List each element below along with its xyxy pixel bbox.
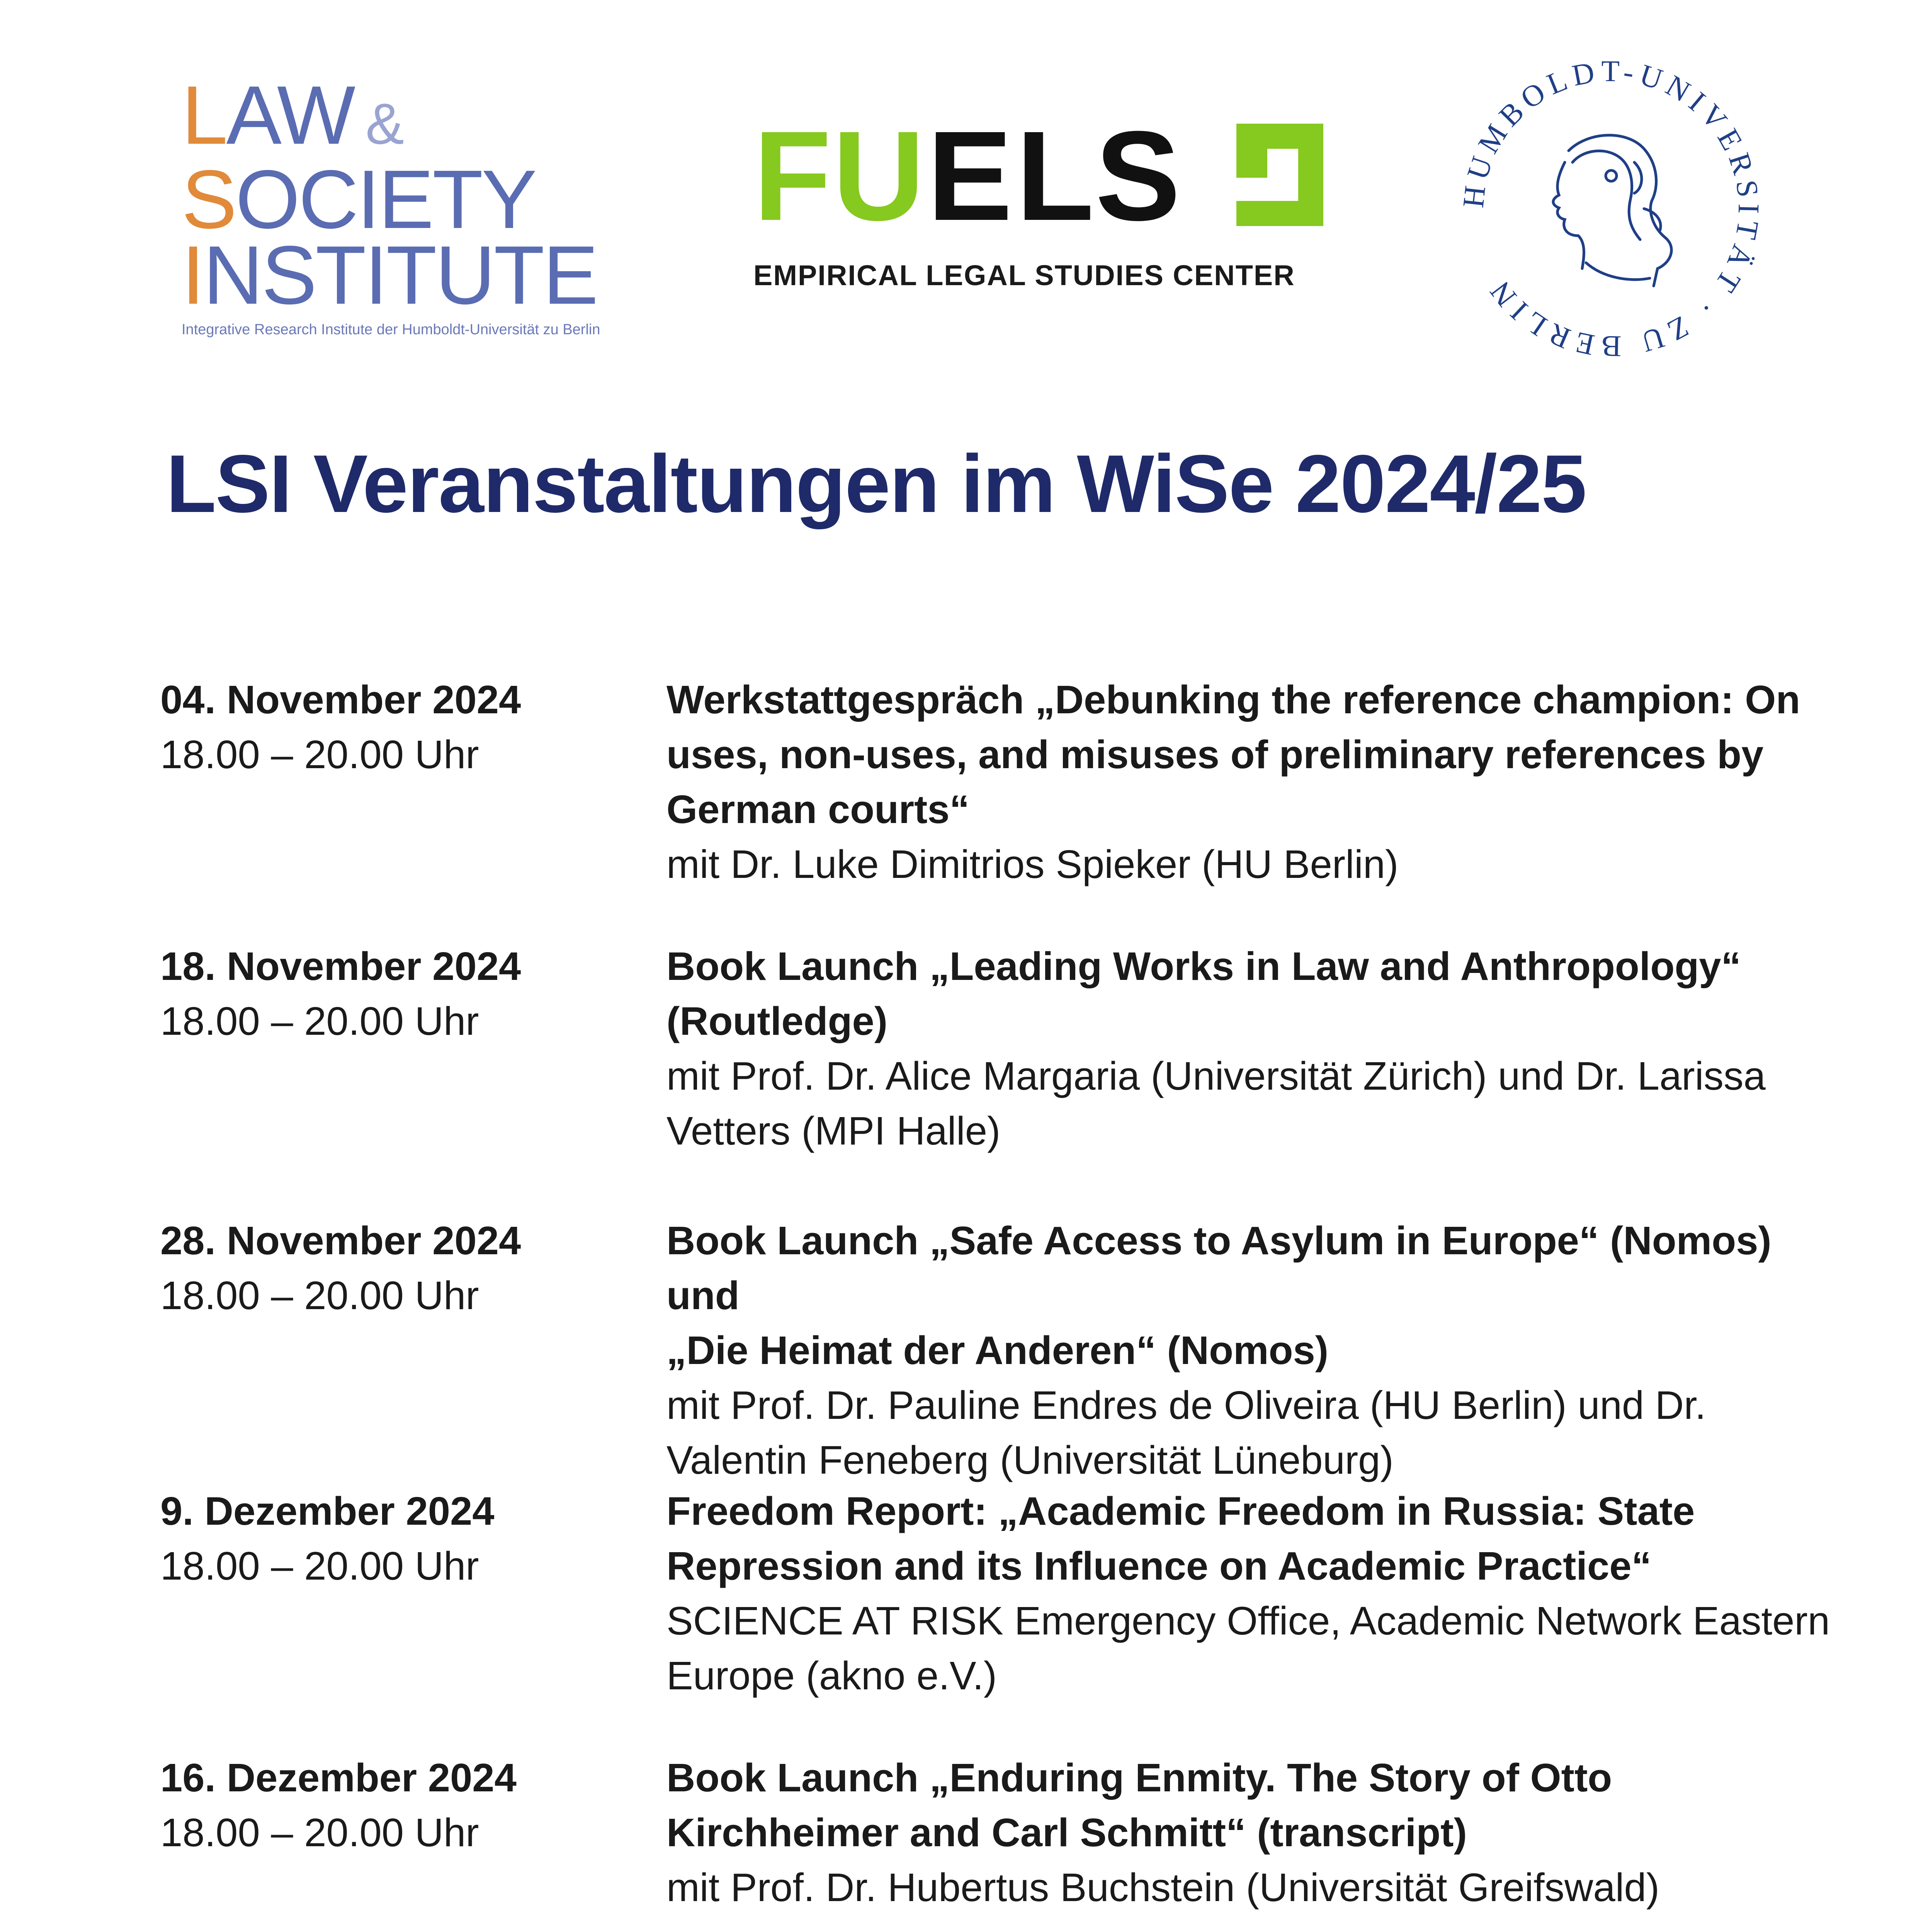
event-item — [160, 1213, 1845, 1484]
event-date: 16. Dezember 2024 — [160, 1755, 517, 1800]
event-description-line: mit Prof. Dr. Hubertus Buchstein (Universität Greifswald) — [666, 1865, 1660, 1910]
event-description-line: Europe (akno e.V.) — [666, 1653, 997, 1698]
event-time: 18.00 – 20.00 Uhr — [160, 999, 479, 1043]
event-title-line: „Die Heimat der Anderen“ (Nomos) — [666, 1328, 1329, 1372]
event-title-line: Werkstattgespräch „Debunking the reference champion: On — [666, 677, 1800, 722]
lsi-logo-line-institute: INSTITUTE — [182, 228, 597, 321]
event-title-line: (Routledge) — [666, 999, 888, 1043]
event-item — [160, 939, 1845, 1213]
event-description-line: Vetters (MPI Halle) — [666, 1109, 1001, 1153]
event-date: 04. November 2024 — [160, 677, 521, 722]
page-title: LSI Veranstaltungen im WiSe 2024/25 — [166, 438, 1586, 529]
fuels-wordmark — [753, 104, 1341, 247]
fuels-letter-u: U — [833, 104, 925, 247]
event-item — [160, 1750, 1845, 1932]
event-date: 9. Dezember 2024 — [160, 1489, 495, 1533]
event-title-line: Book Launch „Enduring Enmity. The Story of Otto — [666, 1755, 1612, 1800]
event-details — [666, 939, 1845, 1158]
svg-text:HUMBOLDT-UNIVERSITÄT · ZU BERL — [1456, 54, 1766, 364]
event-details — [666, 672, 1845, 892]
event-datetime — [160, 939, 643, 1049]
lsi-logo-subtitle: Integrative Research Institute der Humboldt-Universität zu Berlin — [182, 321, 600, 338]
event-date: 28. November 2024 — [160, 1218, 521, 1263]
event-time: 18.00 – 20.00 Uhr — [160, 1544, 479, 1588]
fuels-logo — [753, 104, 1341, 309]
event-description-line: mit Prof. Dr. Alice Margaria (Universität Zürich) und Dr. Larissa — [666, 1054, 1766, 1098]
humboldt-university-seal-icon — [1449, 46, 1773, 371]
event-datetime — [160, 1750, 643, 1860]
event-title-line: Freedom Report: „Academic Freedom in Russia: State — [666, 1489, 1695, 1533]
event-datetime — [160, 1484, 643, 1594]
fuels-letter-l: L — [1016, 104, 1094, 247]
event-title-line: uses, non-uses, and misuses of preliminary references by — [666, 732, 1764, 777]
event-title-line: German courts“ — [666, 787, 970, 832]
event-datetime — [160, 1213, 643, 1323]
fuels-letter-e: E — [927, 104, 1013, 247]
event-time: 18.00 – 20.00 Uhr — [160, 1810, 479, 1855]
event-item — [160, 1484, 1845, 1750]
event-details — [666, 1750, 1845, 1915]
event-details — [666, 1484, 1845, 1703]
event-title-line: Book Launch „Leading Works in Law and Anthropology“ — [666, 944, 1741, 988]
event-time: 18.00 – 20.00 Uhr — [160, 1273, 479, 1318]
event-title-line: Book Launch „Safe Access to Asylum in Europe“ (Nomos) und — [666, 1218, 1771, 1318]
fuels-bracket-icon — [1236, 124, 1323, 226]
event-datetime — [160, 672, 643, 782]
fuels-letter-s: S — [1095, 104, 1181, 247]
event-description-line: mit Dr. Luke Dimitrios Spieker (HU Berlin) — [666, 842, 1399, 886]
event-description-line: mit Prof. Dr. Pauline Endres de Oliveira (HU Berlin) und Dr. — [666, 1383, 1706, 1427]
event-title-line: Repression and its Influence on Academic Practice“ — [666, 1544, 1652, 1588]
event-details — [666, 1213, 1845, 1488]
event-time: 18.00 – 20.00 Uhr — [160, 732, 479, 777]
lsi-logo-line-society: SOCIETY — [182, 153, 536, 246]
event-list — [160, 672, 1845, 1932]
event-date: 18. November 2024 — [160, 944, 521, 988]
event-title-line: Kirchheimer and Carl Schmitt“ (transcript) — [666, 1810, 1467, 1855]
law-society-institute-logo — [182, 68, 626, 340]
lsi-logo-line-law: LAW & — [182, 68, 403, 162]
event-item — [160, 672, 1845, 939]
event-description-line: Valentin Feneberg (Universität Lüneburg) — [666, 1438, 1394, 1482]
fuels-letter-f: F — [753, 104, 831, 247]
event-description-line: SCIENCE AT RISK Emergency Office, Academic Network Eastern — [666, 1599, 1830, 1643]
hu-seal-ring-text: HUMBOLDT-UNIVERSITÄT · ZU BERLIN — [1456, 54, 1766, 364]
fuels-subtitle: EMPIRICAL LEGAL STUDIES CENTER — [753, 259, 1295, 291]
